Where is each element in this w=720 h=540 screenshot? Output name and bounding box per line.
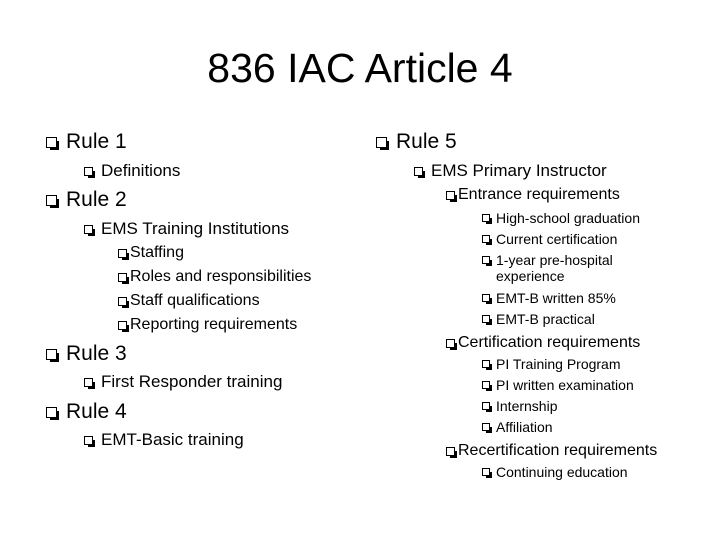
bullet-definitions <box>84 161 180 181</box>
bullet-ems-training-institutions <box>84 219 289 239</box>
bullet-rule-1 <box>46 130 127 154</box>
bullet-text: Staff qualifications <box>130 292 260 309</box>
bullet-text: EMS Training Institutions <box>101 219 290 238</box>
bullet-emt-b-practical <box>482 311 595 327</box>
bullet-certification <box>446 334 640 352</box>
checkbox-bullet-icon <box>482 381 490 389</box>
bullet-text: 1-year pre-hospital experience <box>496 252 613 284</box>
bullet-text: Current certification <box>496 231 618 247</box>
checkbox-bullet-icon <box>84 378 93 387</box>
slide-title: 836 IAC Article 4 <box>207 45 513 91</box>
bullet-rule-3 <box>46 342 127 366</box>
bullet-text: Staffing <box>130 244 184 261</box>
bullet-first-responder <box>84 372 282 392</box>
checkbox-bullet-icon <box>482 235 490 243</box>
bullet-text: Recertification requirements <box>458 442 658 459</box>
checkbox-bullet-icon <box>482 402 490 410</box>
bullet-high-school <box>482 210 640 226</box>
checkbox-bullet-icon <box>46 407 57 418</box>
checkbox-bullet-icon <box>482 360 490 368</box>
checkbox-bullet-icon <box>118 249 127 258</box>
checkbox-bullet-icon <box>118 297 127 306</box>
bullet-pi-training <box>482 356 621 372</box>
checkbox-bullet-icon <box>482 256 490 264</box>
bullet-text: High-school graduation <box>496 210 640 226</box>
bullet-rule-5 <box>376 130 457 154</box>
bullet-affiliation <box>482 419 553 435</box>
bullet-emt-b-written <box>482 290 616 306</box>
checkbox-bullet-icon <box>482 315 490 323</box>
checkbox-bullet-icon <box>482 468 490 476</box>
bullet-continuing-ed <box>482 464 628 480</box>
bullet-ems-primary-instructor <box>414 161 607 181</box>
bullet-text: Rule 1 <box>66 130 127 153</box>
checkbox-bullet-icon <box>446 191 455 200</box>
bullet-text: Certification requirements <box>458 334 641 351</box>
bullet-text: Internship <box>496 398 558 414</box>
bullet-text: Affiliation <box>496 419 553 435</box>
bullet-pre-hospital <box>482 252 652 284</box>
bullet-recertification <box>446 442 657 460</box>
bullet-reporting <box>118 316 297 334</box>
bullet-rule-2 <box>46 188 127 212</box>
bullet-text: Entrance requirements <box>458 186 620 203</box>
bullet-rule-4 <box>46 400 127 424</box>
bullet-text: Continuing education <box>496 464 628 480</box>
bullet-roles <box>118 268 311 286</box>
bullet-text: Rule 3 <box>66 342 127 365</box>
bullet-text: Rule 5 <box>396 130 457 153</box>
bullet-staffing <box>118 244 184 262</box>
checkbox-bullet-icon <box>482 214 490 222</box>
checkbox-bullet-icon <box>414 167 423 176</box>
bullet-staff-qualifications <box>118 292 260 310</box>
checkbox-bullet-icon <box>84 225 93 234</box>
bullet-text: Rule 2 <box>66 188 127 211</box>
bullet-entrance <box>446 186 620 204</box>
checkbox-bullet-icon <box>376 137 387 148</box>
bullet-text: Roles and responsibilities <box>130 268 312 285</box>
checkbox-bullet-icon <box>118 273 127 282</box>
checkbox-bullet-icon <box>482 423 490 431</box>
checkbox-bullet-icon <box>446 447 455 456</box>
bullet-text: Definitions <box>101 161 181 180</box>
bullet-text: EMT-B written 85% <box>496 290 616 306</box>
bullet-current-cert <box>482 231 617 247</box>
checkbox-bullet-icon <box>118 321 127 330</box>
checkbox-bullet-icon <box>84 436 93 445</box>
checkbox-bullet-icon <box>84 167 93 176</box>
checkbox-bullet-icon <box>46 349 57 360</box>
bullet-text: First Responder training <box>101 372 283 391</box>
bullet-text: Rule 4 <box>66 400 127 423</box>
bullet-text: PI written examination <box>496 377 634 393</box>
bullet-text: EMS Primary Instructor <box>431 161 607 180</box>
bullet-emt-basic <box>84 430 244 450</box>
checkbox-bullet-icon <box>46 137 57 148</box>
bullet-text: EMT-Basic training <box>101 430 244 449</box>
bullet-text: EMT-B practical <box>496 311 595 327</box>
bullet-pi-written <box>482 377 634 393</box>
bullet-text: PI Training Program <box>496 356 621 372</box>
checkbox-bullet-icon <box>482 294 490 302</box>
checkbox-bullet-icon <box>446 339 455 348</box>
checkbox-bullet-icon <box>46 195 57 206</box>
bullet-text: Reporting requirements <box>130 316 298 333</box>
bullet-internship <box>482 398 557 414</box>
